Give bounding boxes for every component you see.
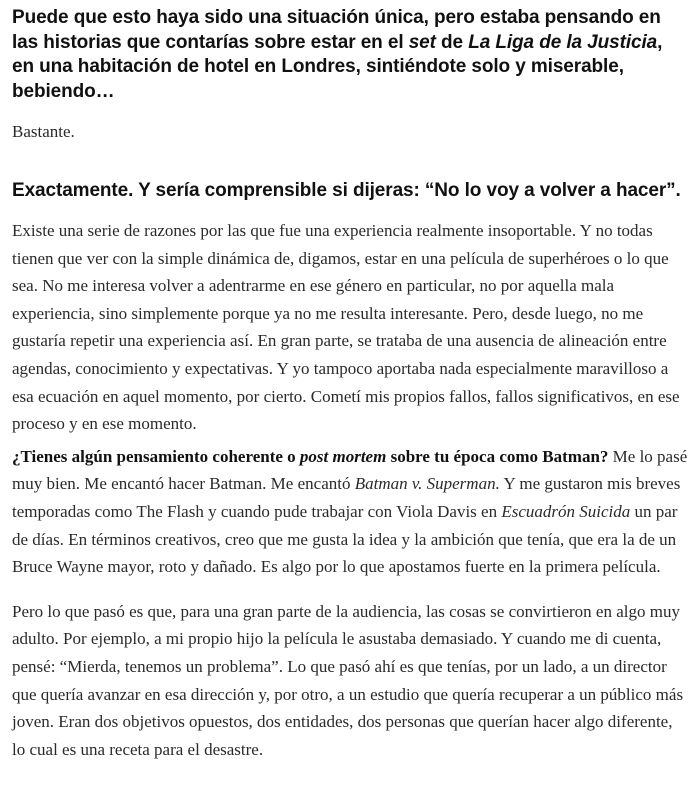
movie-title-italic: Escuadrón Suicida xyxy=(501,502,631,522)
question-text: Puede que esto haya sido una situación única, pero estaba pensando en las historias que contarías sobre estar en el xyxy=(12,7,661,53)
question-italic-set: set xyxy=(408,31,436,53)
answer-text: Me lo pasé muy bien. Me encantó hacer Batman. Me encantó xyxy=(12,446,688,494)
inline-question-text: ¿Tienes algún pensamiento coherente o xyxy=(12,446,300,466)
interview-answer-paragraph-3: Pero lo que pasó es que, para una gran parte de la audiencia, las cosas se convirtieron en algo muy adulto. Por ejemplo, a mi propio hijo la película le asustaba demasiado. Y cuando me di cuenta, pensé: “Mierda, tenemos un problema”. Lo que pasó ahí es que tenías, por un lado, a un director que quería avanzar en esa dirección y, por otro, a un estudio que quería recuperar a un público más joven. Eran dos objetivos opuestos, dos entidades, dos personas que querían hacer algo diferente, lo cual es una receta para el desastre. xyxy=(12,601,684,759)
interview-paragraph-2 xyxy=(12,443,688,581)
inline-question-italic: post mortem xyxy=(299,446,387,466)
inline-question xyxy=(12,447,608,466)
interview-answer-paragraph-1: Existe una serie de razones por las que fue una experiencia realmente insoportable. Y no todas tienen que ver con la simple dinámica de, digamos, estar en una película de superhéroes o lo que sea. No me interesa volver a adentrarme en ese género en particular, no por aquella mala experiencia, sino simplemente porque ya no me resulta interesante. Pero, desde luego, no me gustaría repetir una experiencia así. En gran parte, se trataba de una ausencia de alineación entre agendas, conocimiento y expectativas. Y yo tampoco aportaba nada especialmente maravilloso a esa ecuación en aquel momento, por cierto. Cometí mis propios fallos, fallos significativos, en ese proceso y en ese momento. xyxy=(12,221,680,434)
answer-text: un par de días. En términos creativos, creo que me gusta la idea y la ambición que tenía, que era la de un Bruce Wayne mayor, roto y dañado. Es algo por lo que apostamos fuerte en la primera película. xyxy=(12,502,678,577)
interview-answer-1: Bastante. xyxy=(12,122,75,141)
question-text: , en una habitación de hotel en Londres, sintiéndote solo y miserable, bebiendo… xyxy=(12,31,663,102)
interview-question-2: Exactamente. Y sería comprensible si dijeras: “No lo voy a volver a hacer”. xyxy=(12,179,681,201)
interview-question-1 xyxy=(12,0,688,104)
inline-question-text: sobre tu época como Batman? xyxy=(386,446,609,466)
movie-title-italic: La Liga de la Justicia xyxy=(468,31,658,53)
movie-title-italic: Batman v. Superman. xyxy=(354,474,500,494)
answer-text: Y me gustaron mis breves temporadas como The Flash y cuando pude trabajar con Viola Davis en xyxy=(12,474,681,522)
question-text: de xyxy=(435,31,469,53)
